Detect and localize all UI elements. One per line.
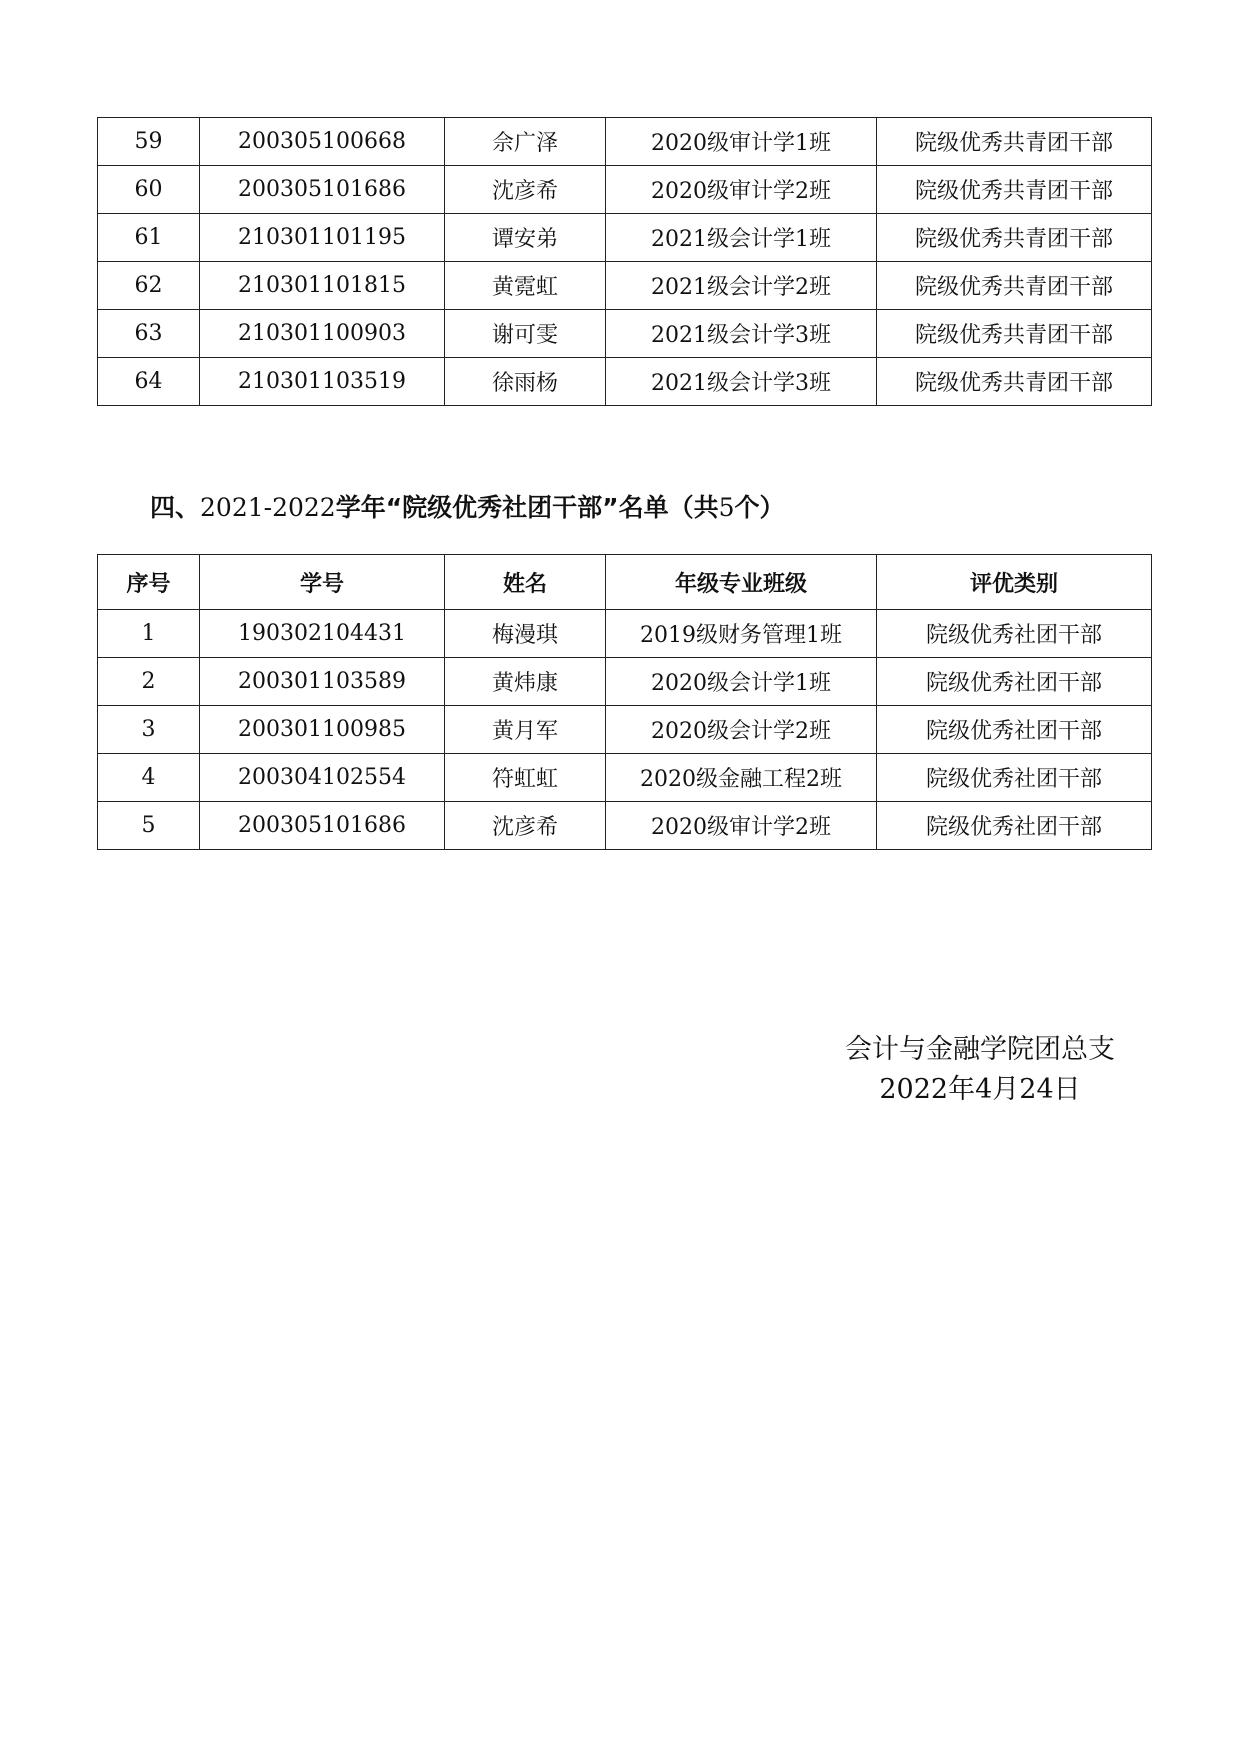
cell-name: 黄霓虹 [445, 262, 606, 310]
cell-no: 1 [98, 610, 200, 658]
cell-student-id: 190302104431 [200, 610, 445, 658]
section-title: 学年“院级优秀社团干部”名单（共 [335, 493, 719, 522]
header-no: 序号 [98, 555, 200, 610]
cell-category: 院级优秀共青团干部 [877, 310, 1152, 358]
cell-class: 2020级会计学2班 [606, 706, 877, 754]
cell-name: 黄炜康 [445, 658, 606, 706]
signature-date: 2022年4月24日 [879, 1074, 1081, 1105]
table-row [98, 262, 1152, 310]
cell-category: 院级优秀共青团干部 [877, 166, 1152, 214]
cell-category: 院级优秀共青团干部 [877, 214, 1152, 262]
cell-name: 佘广泽 [445, 118, 606, 166]
table-row [98, 166, 1152, 214]
cell-no: 5 [98, 802, 200, 850]
cell-category: 院级优秀社团干部 [877, 754, 1152, 802]
signature-block [820, 1030, 1140, 1110]
cell-name: 黄月军 [445, 706, 606, 754]
cell-student-id: 210301101195 [200, 214, 445, 262]
cell-student-id: 200305101686 [200, 802, 445, 850]
cell-name: 沈彦希 [445, 802, 606, 850]
cell-no: 61 [98, 214, 200, 262]
table-header-row [98, 555, 1152, 610]
cell-student-id: 210301101815 [200, 262, 445, 310]
cell-class: 2020级金融工程2班 [606, 754, 877, 802]
cell-class: 2019级财务管理1班 [606, 610, 877, 658]
cell-no: 2 [98, 658, 200, 706]
cell-no: 60 [98, 166, 200, 214]
table-row [98, 706, 1152, 754]
table-row [98, 310, 1152, 358]
header-category: 评优类别 [877, 555, 1152, 610]
table-row [98, 754, 1152, 802]
cell-student-id: 210301100903 [200, 310, 445, 358]
cell-class: 2021级会计学1班 [606, 214, 877, 262]
cell-student-id: 210301103519 [200, 358, 445, 406]
cell-student-id: 200305101686 [200, 166, 445, 214]
header-student-id: 学号 [200, 555, 445, 610]
cell-category: 院级优秀社团干部 [877, 706, 1152, 754]
cell-name: 谭安弟 [445, 214, 606, 262]
cell-class: 2020级审计学2班 [606, 166, 877, 214]
table-row [98, 358, 1152, 406]
header-name: 姓名 [445, 555, 606, 610]
table-row [98, 214, 1152, 262]
cell-category: 院级优秀社团干部 [877, 802, 1152, 850]
cell-name: 沈彦希 [445, 166, 606, 214]
cell-no: 3 [98, 706, 200, 754]
table-row [98, 118, 1152, 166]
club-cadre-award-table [97, 554, 1152, 850]
cell-name: 徐雨杨 [445, 358, 606, 406]
cell-no: 59 [98, 118, 200, 166]
section-years: 2021-2022 [200, 493, 336, 522]
header-class: 年级专业班级 [606, 555, 877, 610]
cell-category: 院级优秀社团干部 [877, 658, 1152, 706]
cell-category: 院级优秀共青团干部 [877, 262, 1152, 310]
cell-class: 2020级审计学1班 [606, 118, 877, 166]
section-heading [150, 488, 785, 524]
signature-organization: 会计与金融学院团总支 [845, 1034, 1115, 1065]
cell-category: 院级优秀共青团干部 [877, 358, 1152, 406]
cell-student-id: 200301100985 [200, 706, 445, 754]
section-count: 5 [718, 493, 735, 522]
cell-no: 4 [98, 754, 200, 802]
cell-category: 院级优秀社团干部 [877, 610, 1152, 658]
cell-student-id: 200301103589 [200, 658, 445, 706]
cell-class: 2020级会计学1班 [606, 658, 877, 706]
section-suffix: 个） [734, 493, 785, 522]
section-prefix: 四、 [150, 493, 201, 522]
table-row [98, 658, 1152, 706]
cell-class: 2020级审计学2班 [606, 802, 877, 850]
cell-no: 63 [98, 310, 200, 358]
table-row [98, 610, 1152, 658]
cell-class: 2021级会计学3班 [606, 358, 877, 406]
table-row [98, 802, 1152, 850]
cell-name: 谢可雯 [445, 310, 606, 358]
cell-student-id: 200305100668 [200, 118, 445, 166]
cell-category: 院级优秀共青团干部 [877, 118, 1152, 166]
cell-name: 符虹虹 [445, 754, 606, 802]
cell-class: 2021级会计学3班 [606, 310, 877, 358]
cell-name: 梅漫琪 [445, 610, 606, 658]
cell-class: 2021级会计学2班 [606, 262, 877, 310]
cell-no: 62 [98, 262, 200, 310]
cell-student-id: 200304102554 [200, 754, 445, 802]
award-table-continued [97, 117, 1152, 406]
cell-no: 64 [98, 358, 200, 406]
